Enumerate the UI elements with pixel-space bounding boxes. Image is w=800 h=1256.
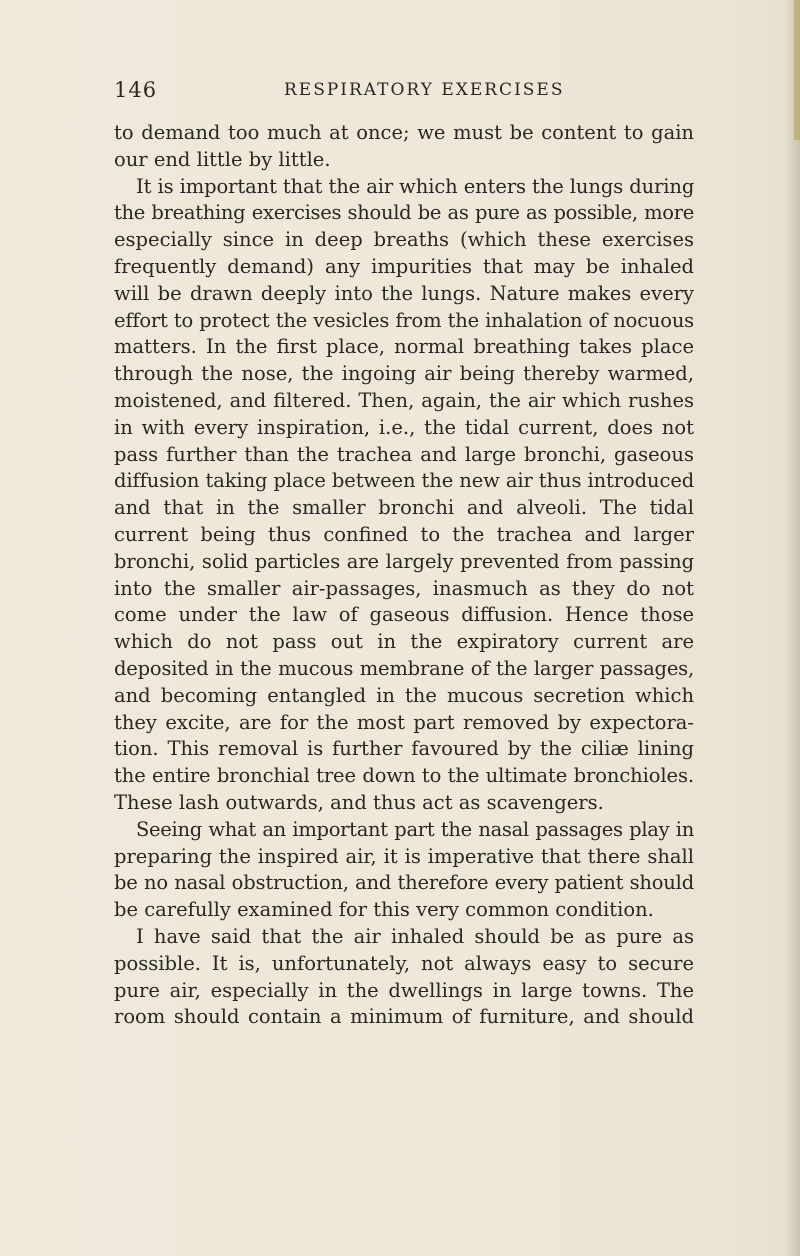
text-line: possible. It is, unfortunately, not always easy to secure	[114, 951, 694, 975]
text-line: diffusion taking place between the new air thus introduced	[114, 469, 695, 493]
text-line: in with every inspiration, i.e., the tidal current, does not	[114, 415, 694, 439]
body-text	[114, 120, 694, 1031]
text-line: frequently demand) any impurities that may be inhaled	[114, 254, 694, 278]
text-line: they excite, are for the most part removed by expectora-	[114, 710, 694, 734]
text-line: be no nasal obstruction, and therefore every patient should	[114, 871, 694, 895]
text-line: especially since in deep breaths (which these exercises	[114, 228, 694, 252]
text-line: matters. In the first place, normal breathing takes place	[114, 335, 694, 359]
text-line: bronchi, solid particles are largely prevented from passing	[114, 549, 694, 573]
text-line: tion. This removal is further favoured by the ciliæ lining	[114, 737, 694, 761]
text-line: to demand too much at once; we must be content to gain	[114, 121, 694, 144]
text-line: the breathing exercises should be as pure as possible, more	[114, 201, 694, 225]
text-line: room should contain a minimum of furniture, and should	[114, 1005, 694, 1029]
text-line: the entire bronchial tree down to the ultimate bronchioles.	[114, 764, 694, 788]
text-line: be carefully examined for this very common condition.	[114, 898, 654, 922]
running-head	[114, 78, 694, 108]
text-line: through the nose, the ingoing air being thereby warmed,	[114, 362, 694, 386]
text-line: pure air, especially in the dwellings in large towns. The	[114, 978, 694, 1002]
text-line: our end little by little.	[114, 147, 331, 171]
text-line: which do not pass out in the expiratory current are	[114, 630, 694, 654]
text-line: moistened, and filtered. Then, again, the air which rushes	[114, 388, 694, 412]
text-line: deposited in the mucous membrane of the larger passages,	[114, 656, 694, 680]
text-line: These lash outwards, and thus act as scavengers.	[114, 790, 604, 814]
page-edge-strip	[794, 0, 800, 140]
text-line: effort to protect the vesicles from the inhalation of nocuous	[114, 308, 694, 332]
text-line: and becoming entangled in the mucous secretion which	[114, 683, 694, 707]
text-line: into the smaller air-passages, inasmuch as they do not	[114, 576, 694, 600]
page-number: 146	[114, 78, 158, 102]
text-line: preparing the inspired air, it is imperative that there shall	[114, 844, 694, 868]
text-line: pass further than the trachea and large bronchi, gaseous	[114, 442, 694, 466]
text-line: come under the law of gaseous diffusion. Hence those	[114, 603, 694, 627]
text-line: I have said that the air inhaled should be as pure as	[136, 924, 694, 948]
text-line: Seeing what an important part the nasal passages play in	[136, 817, 694, 841]
text-line: will be drawn deeply into the lungs. Nature makes every	[114, 281, 694, 305]
text-line: current being thus confined to the trachea and larger	[114, 522, 694, 546]
running-title: RESPIRATORY EXERCISES	[284, 80, 565, 100]
text-line: It is important that the air which enters the lungs during	[136, 174, 695, 198]
page-edge-shadow	[786, 0, 800, 1256]
text-line: and that in the smaller bronchi and alveoli. The tidal	[114, 496, 694, 520]
